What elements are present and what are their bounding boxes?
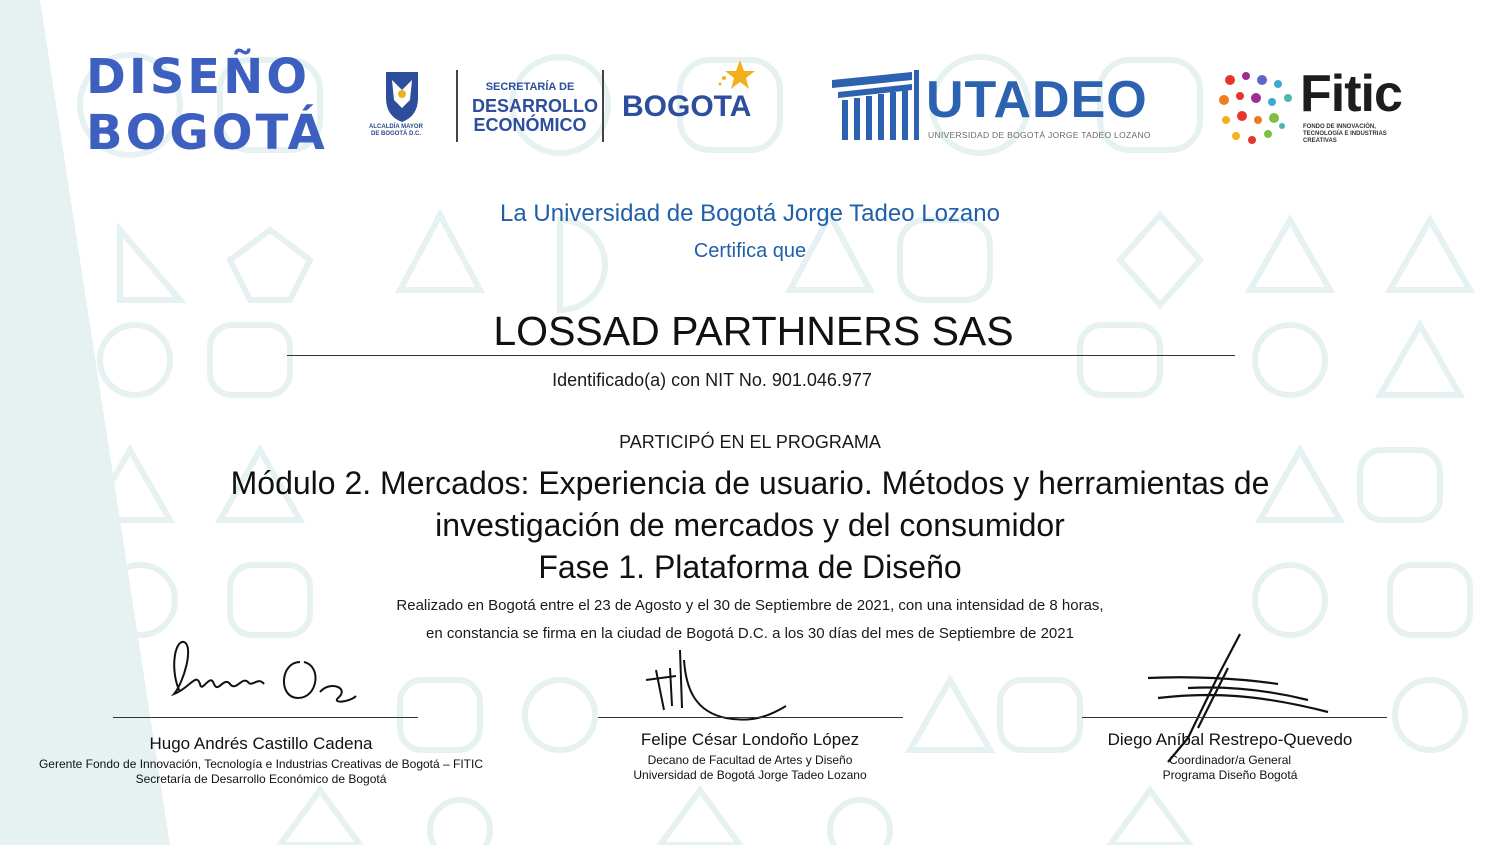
program-line3: Fase 1. Plataforma de Diseño [538,549,962,585]
fitic-name: Fitic [1300,65,1402,123]
signatory-2-role1: Decano de Facultad de Artes y Diseño [647,753,853,767]
signatory-2-role2: Universidad de Bogotá Jorge Tadeo Lozano [633,768,867,782]
logo-divider [602,70,604,142]
institution-text: La Universidad de Bogotá Jorge Tadeo Lozano [500,200,1000,227]
bogota-logo: BOGOTA [622,90,752,123]
utadeo-bar [914,70,919,140]
utadeo-emblem-icon [832,72,912,140]
recipient-underline [287,355,1235,356]
secretaria-line3: ECONÓMICO [473,115,587,135]
secretaria-logo [472,78,598,135]
participated-text: PARTICIPÓ EN EL PROGRAMA [619,432,881,452]
secretaria-line1: SECRETARÍA DE [485,81,575,93]
program-line1: Módulo 2. Mercados: Experiencia de usuario. Métodos y herramientas de [230,465,1270,501]
signatory-2-name: Felipe César Londoño López [640,730,860,749]
utadeo-name: UTADEO [926,71,1148,129]
signatory-1-role1: Gerente Fondo de Innovación, Tecnología e Industrias Creativas de Bogotá – FITIC [38,757,484,771]
diseno-bogota-logo [86,49,328,162]
fitic-line1: FONDO DE INNOVACIÓN, [1303,124,1376,130]
recipient-name: LOSSAD PARTHNERS SAS [493,308,1014,354]
diseno-word: DISEÑO [86,49,311,105]
fitic-dots-icon [1216,70,1298,150]
alcaldia-text: ALCALDÍA MAYOR DE BOGOTÁ D.C. [369,124,423,137]
certifies-text: Certifica que [693,240,807,262]
fitic-line3: CREATIVAS [1303,138,1337,144]
bogota-word: BOGOTÁ [86,105,328,161]
signature-line-2 [598,717,903,718]
signature-line-1 [113,717,418,718]
bogota-coat-of-arms-icon [378,68,426,124]
signatory-1 [20,734,502,787]
fitic-subtitle [1303,124,1387,145]
signatory-2 [560,730,940,783]
program-line2: investigación de mercados y del consumidor [435,507,1065,543]
signatory-3-role2: Programa Diseño Bogotá [1162,768,1298,782]
star-icon [716,58,758,92]
utadeo-subtitle: UNIVERSIDAD DE BOGOTÁ JORGE TADEO LOZANO [928,130,1151,140]
signatory-3-name: Diego Aníbal Restrepo-Quevedo [1107,730,1353,749]
signature-1-graphic [160,632,370,712]
realized-text: Realizado en Bogotá entre el 23 de Agosto y el 30 de Septiembre de 2021, con una intensidad de 8 horas, [396,597,1104,614]
secretaria-line2: DESARROLLO [472,96,598,116]
identification-text: Identificado(a) con NIT No. 901.046.977 [552,370,872,390]
signatory-1-role2: Secretaría de Desarrollo Económico de Bogotá [135,772,387,786]
signatory-3 [1060,730,1400,783]
signature-line-3 [1082,717,1387,718]
logo-divider [456,70,458,142]
signed-text: en constancia se firma en la ciudad de Bogotá D.C. a los 30 días del mes de Septiembre de 2021 [426,625,1074,642]
fitic-line2: TECNOLOGÍA E INDUSTRIAS [1303,131,1387,137]
signatory-3-role1: Coordinador/a General [1168,753,1292,767]
program-title [150,462,1350,588]
signatory-1-name: Hugo Andrés Castillo Cadena [149,734,373,753]
